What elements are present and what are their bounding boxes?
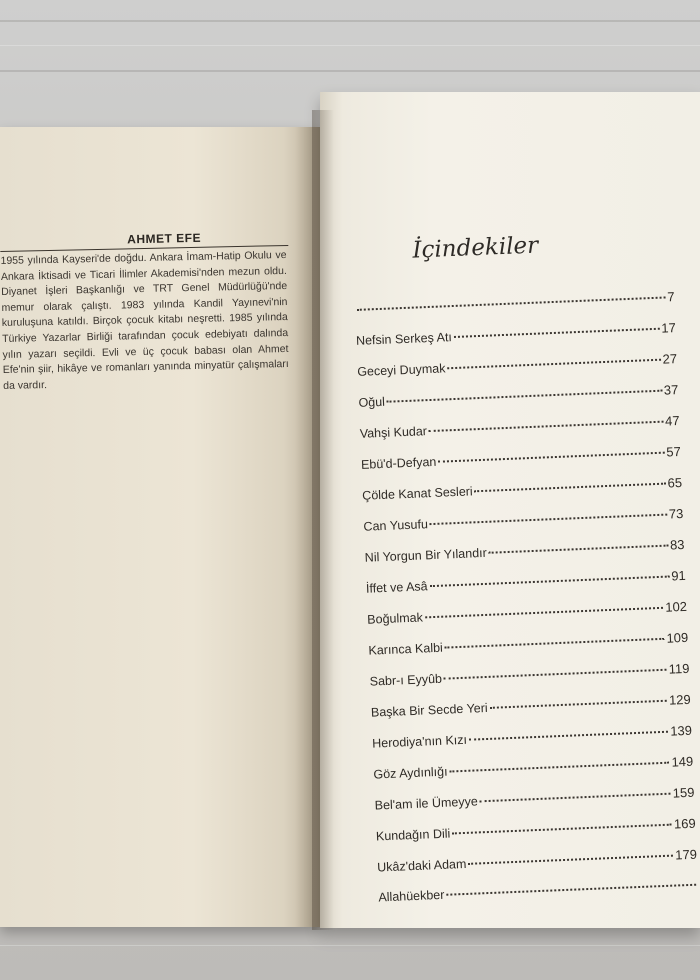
- toc-leader-dots: [438, 452, 664, 463]
- toc-entry-page: 17: [661, 320, 677, 336]
- toc-entry-title: Kundağın Dili: [375, 826, 451, 844]
- toc-leader-dots: [444, 669, 667, 680]
- toc-leader-dots: [452, 824, 672, 835]
- toc-entry-page: 149: [671, 753, 694, 770]
- wood-grain: [0, 945, 700, 946]
- toc-leader-dots: [447, 359, 660, 370]
- toc-leader-dots: [454, 328, 660, 338]
- toc-entry-page: 91: [670, 567, 687, 584]
- toc-leader-dots: [468, 855, 673, 865]
- toc-entry-page: 119: [668, 660, 690, 677]
- toc-entry-page: 27: [662, 351, 678, 367]
- toc-entry-page: 37: [663, 382, 679, 398]
- wood-grain: [0, 45, 700, 46]
- author-bio-text: 1955 yılında Kayseri'de doğdu. Ankara İmam-Hatip Okulu ve Ankara İktisadi ve Ticari İlimler Akademisi'nden mezun oldu. Diyanet İşleri Başkanlığı ve TRT Genel Müdürlüğü'nde memur olarak çalıştı. 1983 yılında Kandil Yayınevi'nin kuruluşuna katıldı. Birçok çocuk kitabı neşretti. 1985 yılında Türkiye Yazarlar Birliği tarafından çocuk edebiyatı dalında yılın yazarı seçildi. Evli ve üç çocuk babası olan Ahmet Efe'nin şiir, hikâye ve romanları yanında minyatür çalışmaları da vardır.: [0, 249, 289, 392]
- author-bio: [0, 229, 291, 394]
- toc-leader-dots: [469, 731, 668, 741]
- toc-entry-title: Ebü'd-Defyan: [360, 454, 437, 472]
- table-of-contents: [352, 227, 699, 921]
- toc-entry-title: Göz Aydınlığı: [373, 764, 448, 782]
- toc-entry-title: Boğulmak: [366, 610, 424, 627]
- toc-entry-title: Herodiya'nın Kızı: [371, 732, 468, 751]
- toc-leader-dots: [429, 421, 663, 432]
- toc-entry-title: Nefsin Serkeş Atı: [355, 330, 453, 348]
- toc-leader-dots: [489, 545, 668, 554]
- toc-entry-title: İffet ve Asâ: [365, 579, 428, 596]
- book-gutter: [312, 110, 334, 930]
- toc-entry-title: Sabr-ı Eyyûb: [369, 671, 443, 689]
- toc-entry-title: Geceyi Duymak: [357, 361, 446, 379]
- toc-entry-page: 109: [666, 629, 689, 646]
- toc-entry-page: 129: [668, 691, 692, 708]
- toc-list: [354, 289, 699, 921]
- toc-leader-dots: [430, 514, 667, 526]
- toc-entry-page: 73: [668, 505, 684, 522]
- floor-plank-seam: [0, 70, 700, 72]
- toc-entry-title: Oğul: [358, 394, 386, 410]
- toc-leader-dots: [387, 390, 662, 403]
- toc-leader-dots: [357, 296, 666, 310]
- floor-plank-seam: [0, 20, 700, 22]
- toc-leader-dots: [430, 576, 670, 588]
- toc-leader-dots: [490, 700, 667, 709]
- toc-entry-page: 57: [665, 443, 682, 460]
- toc-entry-page: 65: [667, 474, 683, 491]
- toc-entry-page: 179: [674, 846, 698, 863]
- toc-entry-title: Bel'am ile Ümeyye: [374, 794, 479, 813]
- toc-leader-dots: [425, 607, 664, 619]
- toc-leader-dots: [475, 483, 666, 493]
- toc-entry-page: 7: [667, 289, 675, 305]
- toc-entry-title: Karınca Kalbi: [368, 640, 444, 658]
- toc-leader-dots: [480, 793, 671, 803]
- toc-leader-dots: [445, 638, 665, 649]
- toc-entry-page: 169: [673, 815, 696, 832]
- toc-entry-title: Allahüekber: [378, 887, 445, 905]
- toc-entry-page: 83: [669, 536, 685, 553]
- toc-entry-title: Can Yusufu: [363, 517, 429, 534]
- toc-leader-dots: [446, 884, 696, 896]
- toc-entry-page: 47: [664, 413, 680, 429]
- toc-entry-title: Başka Bir Secde Yeri: [370, 700, 488, 720]
- toc-entry-title: Nil Yorgun Bir Yılandır: [364, 545, 488, 565]
- toc-entry-title: Vahşi Kudar: [359, 424, 428, 441]
- author-name: AHMET EFE: [0, 229, 288, 252]
- toc-entry-page: 139: [669, 722, 693, 739]
- toc-entry-page: 159: [672, 784, 695, 801]
- toc-heading: İçindekiler: [411, 232, 539, 264]
- toc-leader-dots: [449, 762, 669, 773]
- left-book-page: [0, 127, 322, 927]
- toc-entry-page: 102: [664, 598, 688, 615]
- toc-entry-title: Çölde Kanat Sesleri: [361, 484, 473, 503]
- toc-entry-title: Ukâz'daki Adam: [376, 856, 467, 875]
